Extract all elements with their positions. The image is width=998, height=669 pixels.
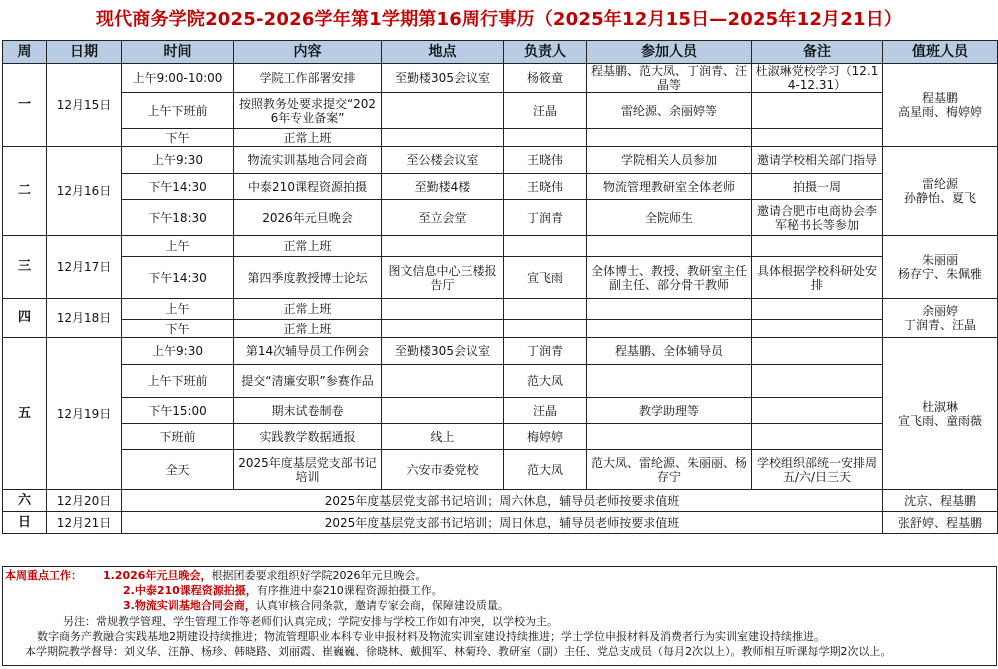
participants-cell: [587, 299, 752, 320]
note-cell: 具体根据学校科研处安排: [752, 257, 883, 299]
place-cell: [382, 398, 504, 424]
note-cell: [752, 398, 883, 424]
time-cell: 上午: [122, 236, 234, 257]
place-cell: [382, 320, 504, 338]
schedule-row: [3, 147, 998, 174]
note-cell: [752, 320, 883, 338]
duty-cell: [883, 236, 998, 299]
participants-cell: 程基鹏、范大凤、丁润青、汪晶等: [587, 64, 752, 93]
note-cell: [752, 93, 883, 129]
schedule-row: [3, 257, 998, 299]
note-cell: [752, 299, 883, 320]
weekday-cell: 一: [3, 64, 47, 147]
participants-cell: [587, 236, 752, 257]
key-item-text: 有序推进中泰210课程资源拍摄工作。: [256, 584, 443, 598]
place-cell: 图文信息中心三楼报告厅: [382, 257, 504, 299]
note-cell: 杜淑琳党校学习（12.14-12.31）: [752, 64, 883, 93]
place-cell: 至勤楼305会议室: [382, 64, 504, 93]
schedule-row: [3, 398, 998, 424]
duty-person-line: 孙静怡、夏飞: [903, 191, 976, 205]
place-cell: [382, 365, 504, 398]
duty-cell: 张舒婷、程基鹏: [883, 512, 998, 534]
schedule-row: [3, 129, 998, 147]
participants-cell: [587, 365, 752, 398]
schedule-row: [3, 320, 998, 338]
footer-notes: [2, 566, 997, 666]
participants-cell: [587, 424, 752, 450]
note-cell: [752, 236, 883, 257]
content-cell: 正常上班: [234, 129, 382, 147]
place-cell: [382, 299, 504, 320]
supervisor-note: 本学期院教学督导：刘义华、汪静、杨珍、韩晓路、刘丽霞、崔巍巍、徐晓林、戴拥军、林菊玲、教研室（副）主任、党总支成员（每月2次以上）。教师相互听课每学期2次以上。: [25, 645, 892, 659]
participants-cell: 学院相关人员参加: [587, 147, 752, 174]
place-cell: 至公楼会议室: [382, 147, 504, 174]
schedule-row: [3, 236, 998, 257]
key-item-title: 1.2026年元旦晚会，: [103, 569, 212, 582]
header-cell: 负责人: [504, 41, 587, 64]
content-cell: 第四季度教授博士论坛: [234, 257, 382, 299]
lead-cell: 丁润青: [504, 338, 587, 365]
header-cell: 参加人员: [587, 41, 752, 64]
place-cell: [382, 93, 504, 129]
time-cell: 下午: [122, 129, 234, 147]
participants-cell: 物流管理教研室全体老师: [587, 174, 752, 200]
weekend-content-cell: 2025年度基层党支部书记培训；周六休息，辅导员老师按要求值班: [122, 490, 883, 512]
date-cell: 12月20日: [47, 490, 122, 512]
lead-cell: 丁润青: [504, 200, 587, 236]
weekday-cell: 四: [3, 299, 47, 338]
place-cell: 至立会堂: [382, 200, 504, 236]
lead-cell: 梅婷婷: [504, 424, 587, 450]
date-cell: 12月17日: [47, 236, 122, 299]
lead-cell: 汪晶: [504, 93, 587, 129]
duty-cell: [883, 338, 998, 490]
schedule-row: [3, 64, 998, 93]
note-cell: [752, 424, 883, 450]
key-item-text: 认真审核合同条款，邀请专家会商，保障建设质量。: [255, 599, 509, 613]
time-cell: 上午9:30: [122, 147, 234, 174]
schedule-body: [3, 64, 998, 534]
participants-cell: 教学助理等: [587, 398, 752, 424]
content-cell: 2025年度基层党支部书记培训: [234, 450, 382, 490]
header-cell: 内容: [234, 41, 382, 64]
duty-cell: [883, 64, 998, 147]
schedule-row: [3, 424, 998, 450]
content-cell: 第14次辅导员工作例会: [234, 338, 382, 365]
participants-cell: [587, 129, 752, 147]
duty-cell: 沈京、程基鹏: [883, 490, 998, 512]
header-cell: 地点: [382, 41, 504, 64]
time-cell: 下午14:30: [122, 257, 234, 299]
duty-cell: [883, 147, 998, 236]
note-cell: [752, 338, 883, 365]
place-cell: 线上: [382, 424, 504, 450]
date-cell: 12月19日: [47, 338, 122, 490]
content-cell: 按照教务处要求提交“2026年专业备案”: [234, 93, 382, 129]
time-cell: 上午9:30: [122, 338, 234, 365]
content-cell: 提交“清廉安职”参赛作品: [234, 365, 382, 398]
key-item-text: 根据团委要求组织好学院2026年元旦晚会。: [211, 569, 427, 582]
duty-person-line: 余丽婷: [921, 304, 958, 318]
schedule-row: [3, 365, 998, 398]
header-cell: 周: [3, 41, 47, 64]
time-cell: 上午下班前: [122, 93, 234, 129]
weekday-cell: 日: [3, 512, 47, 534]
note-cell: 学校组织部统一安排周五/六/日三天: [752, 450, 883, 490]
time-cell: 下午: [122, 320, 234, 338]
time-cell: 下班前: [122, 424, 234, 450]
date-cell: 12月21日: [47, 512, 122, 534]
participants-cell: [587, 320, 752, 338]
weekday-cell: 三: [3, 236, 47, 299]
schedule-row: [3, 450, 998, 490]
participants-cell: 范大凤、雷纶源、朱丽丽、杨存宁: [587, 450, 752, 490]
lead-cell: 范大凤: [504, 450, 587, 490]
schedule-row: [3, 299, 998, 320]
weekday-cell: 二: [3, 147, 47, 236]
time-cell: 全天: [122, 450, 234, 490]
schedule-row: [3, 174, 998, 200]
weekday-cell: 六: [3, 490, 47, 512]
time-cell: 上午9:00-10:00: [122, 64, 234, 93]
place-cell: 至勤楼4楼: [382, 174, 504, 200]
content-cell: 正常上班: [234, 236, 382, 257]
note-cell: 邀请学校相关部门指导: [752, 147, 883, 174]
schedule-row: [3, 200, 998, 236]
header-cell: 日期: [47, 41, 122, 64]
lead-cell: 范大凤: [504, 365, 587, 398]
duty-person-line: 程基鹏: [921, 91, 958, 105]
duty-person-line: 丁润青、汪晶: [903, 318, 976, 332]
date-cell: 12月18日: [47, 299, 122, 338]
content-cell: 学院工作部署安排: [234, 64, 382, 93]
lead-cell: [504, 320, 587, 338]
key-work-line-2: [5, 583, 996, 598]
duty-person-line: 朱丽丽: [921, 253, 958, 267]
key-work-label: 本周重点工作：: [5, 569, 82, 582]
lead-cell: [504, 236, 587, 257]
note-cell: 拍摄一周: [752, 174, 883, 200]
participants-cell: 雷纶源、余丽婷等: [587, 93, 752, 129]
key-work-line-1: [5, 568, 996, 583]
weekend-row: [3, 512, 998, 534]
lead-cell: 王晓伟: [504, 147, 587, 174]
date-cell: 12月15日: [47, 64, 122, 147]
content-cell: 期末试卷制卷: [234, 398, 382, 424]
content-cell: 中泰210课程资源拍摄: [234, 174, 382, 200]
schedule-row: [3, 93, 998, 129]
other-note: 另注：常规教学管理、学生管理工作等老师们认真完成；学院安排与学校工作如有冲突，以学校为主。: [63, 614, 558, 628]
time-cell: 上午下班前: [122, 365, 234, 398]
date-cell: 12月16日: [47, 147, 122, 236]
key-work-line-3: [5, 598, 996, 613]
participants-cell: 全院师生: [587, 200, 752, 236]
lead-cell: 杨筱童: [504, 64, 587, 93]
weekend-row: [3, 490, 998, 512]
duty-person-line: 宣飞雨、童雨薇: [897, 413, 982, 428]
participants-cell: 程基鹏、全体辅导员: [587, 338, 752, 365]
content-cell: 实践教学数据通报: [234, 424, 382, 450]
duty-person-line: 杜淑琳: [921, 399, 958, 414]
content-cell: 2026年元旦晚会: [234, 200, 382, 236]
lead-cell: 汪晶: [504, 398, 587, 424]
time-cell: 下午14:30: [122, 174, 234, 200]
time-cell: 下午15:00: [122, 398, 234, 424]
header-cell: 值班人员: [883, 41, 998, 64]
time-cell: 下午18:30: [122, 200, 234, 236]
content-cell: 物流实训基地合同会商: [234, 147, 382, 174]
header-row: [3, 41, 998, 64]
weekend-content-cell: 2025年度基层党支部书记培训；周日休息，辅导员老师按要求值班: [122, 512, 883, 534]
content-cell: 正常上班: [234, 320, 382, 338]
lead-cell: 王晓伟: [504, 174, 587, 200]
digital-note: 数字商务产教融合实践基地2期建设持续推进；物流管理职业本科专业申报材料及物流实训室建设持续推进；学士学位申报材料及消费者行为实训室建设持续推进。: [37, 629, 825, 643]
content-cell: 正常上班: [234, 299, 382, 320]
duty-person-line: 杨存宁、朱佩雅: [897, 267, 982, 281]
place-cell: 六安市委党校: [382, 450, 504, 490]
schedule-row: [3, 338, 998, 365]
header-cell: 备注: [752, 41, 883, 64]
header-cell: 时间: [122, 41, 234, 64]
schedule-table: [2, 40, 998, 534]
page-title: 现代商务学院2025-2026学年第1学期第16周行事历（2025年12月15日—2025年12月21日）: [95, 9, 903, 30]
duty-person-line: 高星雨、梅婷婷: [897, 105, 982, 119]
note-cell: [752, 365, 883, 398]
place-cell: [382, 129, 504, 147]
note-cell: [752, 129, 883, 147]
note-cell: 邀请合肥市电商协会李军秘书长等参加: [752, 200, 883, 236]
key-item-title: 2.中泰210课程资源拍摄，: [123, 584, 257, 598]
lead-cell: 宣飞雨: [504, 257, 587, 299]
duty-person-line: 雷纶源: [921, 177, 958, 191]
weekday-cell: 五: [3, 338, 47, 490]
duty-cell: [883, 299, 998, 338]
key-item-title: 3.物流实训基地合同会商，: [123, 599, 256, 613]
place-cell: [382, 236, 504, 257]
participants-cell: 全体博士、教授、教研室主任副主任、部分骨干教师: [587, 257, 752, 299]
place-cell: 至勤楼305会议室: [382, 338, 504, 365]
time-cell: 上午: [122, 299, 234, 320]
lead-cell: [504, 129, 587, 147]
lead-cell: [504, 299, 587, 320]
